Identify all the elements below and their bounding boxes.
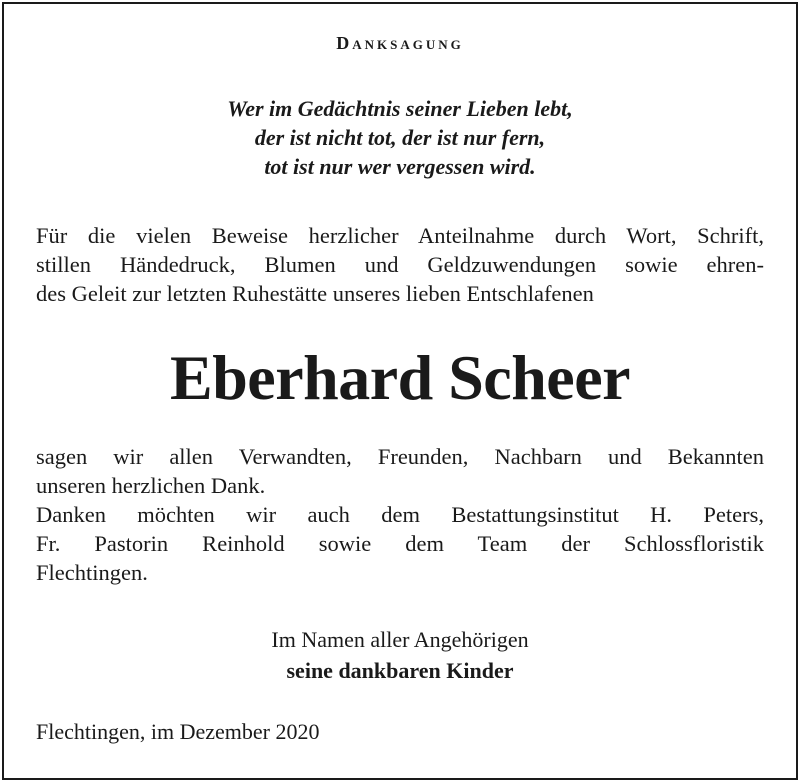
notice-heading: Danksagung bbox=[336, 33, 464, 53]
poem-line: Wer im Gedächtnis seiner Lieben lebt, bbox=[227, 96, 573, 121]
thanks-paragraph bbox=[36, 442, 764, 587]
intro-line: Für die vielen Beweise herzlicher Anteilnahme durch Wort, Schrift, bbox=[36, 223, 764, 248]
poem-line: tot ist nur wer vergessen wird. bbox=[264, 154, 536, 179]
place-date: Flechtingen, im Dezember 2020 bbox=[36, 719, 320, 744]
poem-verse bbox=[0, 94, 800, 181]
deceased-name: Eberhard Scheer bbox=[170, 342, 630, 413]
thanks-line: Fr. Pastorin Reinhold sowie dem Team der Schlossfloristik bbox=[36, 531, 764, 556]
signature-block bbox=[0, 624, 800, 686]
poem-line: der ist nicht tot, der ist nur fern, bbox=[254, 125, 546, 150]
signature-line: Im Namen aller Angehörigen bbox=[271, 627, 529, 652]
thanks-line: sagen wir allen Verwandten, Freunden, Nachbarn und Bekannten bbox=[36, 444, 764, 469]
signature-names: seine dankbaren Kinder bbox=[286, 658, 514, 683]
thanks-line: Flechtingen. bbox=[36, 560, 148, 585]
thanks-line: Danken möchten wir auch dem Bestattungsinstitut H. Peters, bbox=[36, 502, 764, 527]
intro-line: stillen Händedruck, Blumen und Geldzuwendungen sowie ehren- bbox=[36, 252, 764, 277]
thanks-line: unseren herzlichen Dank. bbox=[36, 473, 266, 498]
intro-line: des Geleit zur letzten Ruhestätte unseres lieben Entschlafenen bbox=[36, 281, 594, 306]
intro-paragraph bbox=[36, 221, 764, 308]
